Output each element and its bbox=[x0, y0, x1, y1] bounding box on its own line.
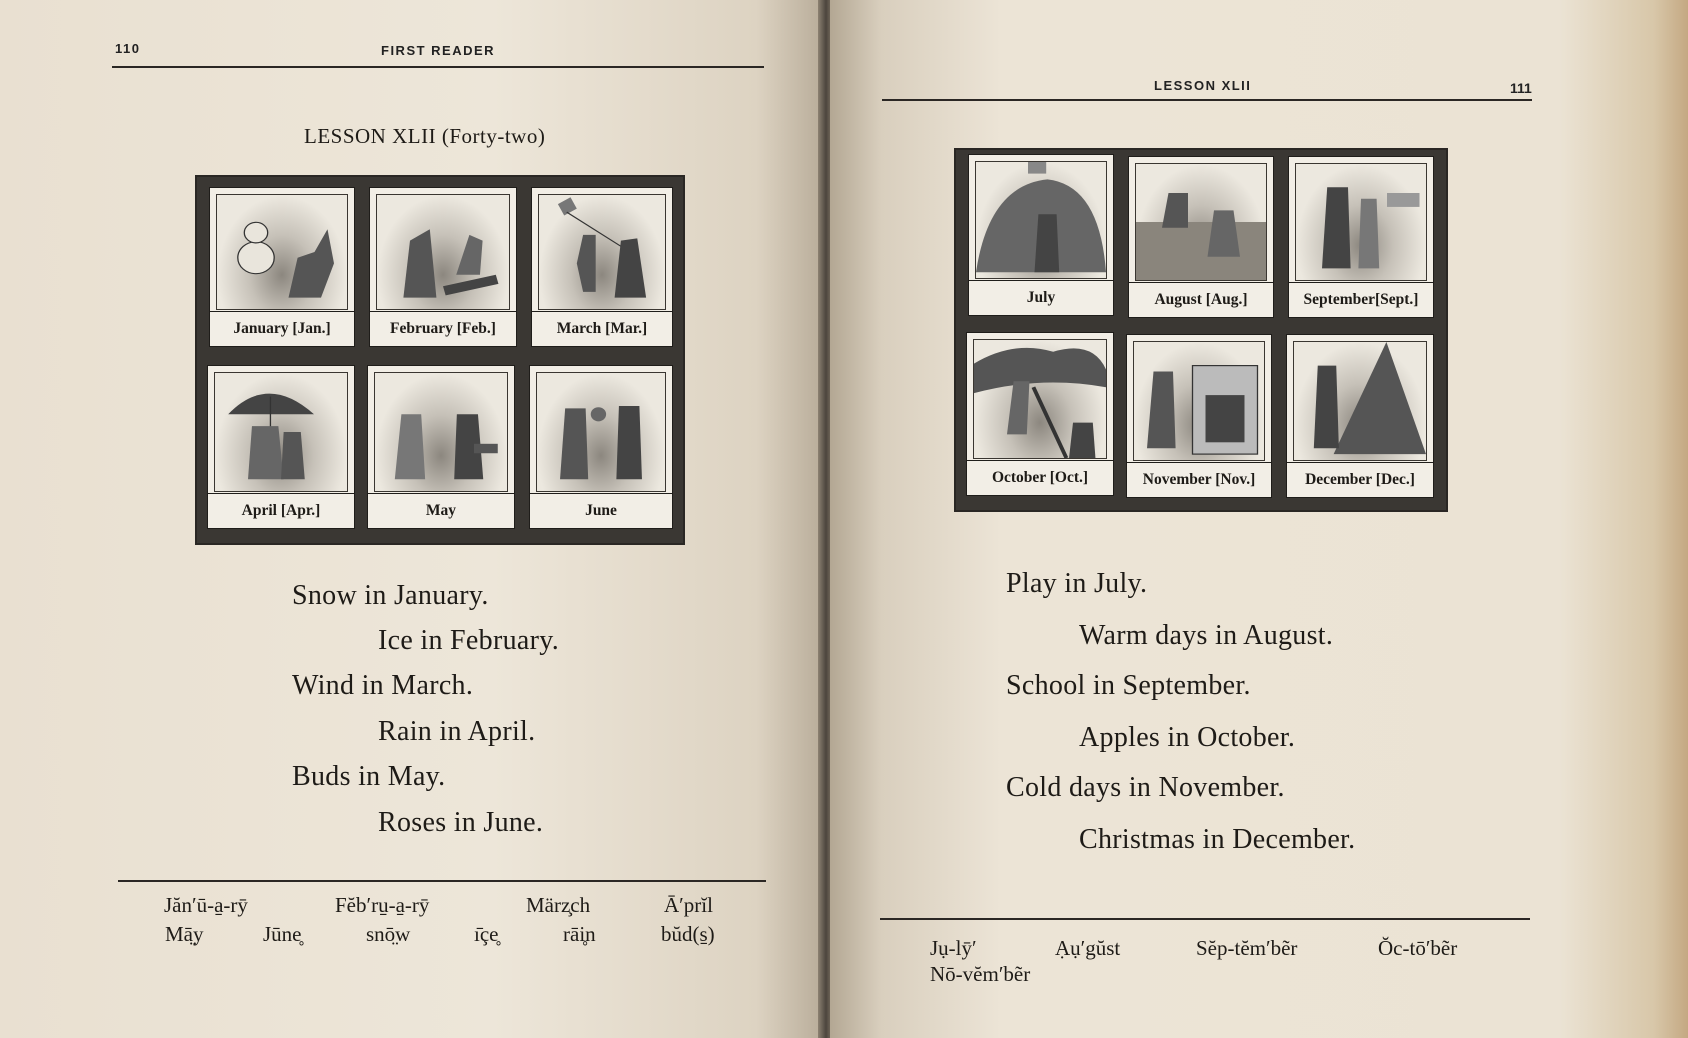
verse-line: Christmas in December. bbox=[1079, 824, 1356, 855]
caption-june: June bbox=[530, 493, 672, 528]
vocab-word: März̧ch bbox=[526, 893, 591, 917]
panel-february bbox=[369, 187, 517, 347]
caption-december: December [Dec.] bbox=[1287, 462, 1433, 497]
right-page bbox=[830, 0, 1688, 1038]
verse-line: Cold days in November. bbox=[1006, 772, 1285, 803]
verse-line: Apples in October. bbox=[1079, 722, 1296, 753]
vocab-word: bŭd(s̱) bbox=[661, 922, 715, 946]
caption-september: September[Sept.] bbox=[1289, 282, 1433, 317]
verse-line: Rain in April. bbox=[378, 716, 536, 747]
running-head-right: LESSON XLII bbox=[1154, 78, 1252, 93]
caption-march: March [Mar.] bbox=[532, 311, 672, 346]
panel-october bbox=[966, 332, 1114, 496]
left-page bbox=[0, 0, 822, 1038]
caption-april: April [Apr.] bbox=[208, 493, 354, 528]
vocab-word: Jūne̥ bbox=[263, 922, 302, 946]
panel-april bbox=[207, 365, 355, 529]
verse-line: Ice in February. bbox=[378, 625, 560, 656]
vocab-word: Fĕb′ru̱-a̱-rȳ bbox=[335, 893, 430, 917]
panel-september bbox=[1288, 156, 1434, 318]
vocab-rule-right bbox=[880, 918, 1530, 920]
verse-line: Roses in June. bbox=[378, 807, 544, 838]
panel-march bbox=[531, 187, 673, 347]
may-flowers-image bbox=[374, 372, 508, 492]
june-roses-image bbox=[536, 372, 666, 492]
vocab-word: Ŏc-tō′bẽr bbox=[1378, 936, 1458, 960]
panel-november bbox=[1126, 334, 1272, 498]
vocab-rule-left bbox=[118, 880, 766, 882]
vocab-word: Nō-vĕm′bẽr bbox=[930, 962, 1031, 986]
caption-november: November [Nov.] bbox=[1127, 462, 1271, 497]
vocab-word: Ạụ′gŭst bbox=[1055, 936, 1121, 960]
vocab-word: snō̤w bbox=[366, 922, 411, 946]
caption-january: January [Jan.] bbox=[210, 311, 354, 346]
october-apple-tree-image bbox=[973, 339, 1107, 459]
caption-july: July bbox=[969, 280, 1113, 315]
panel-august bbox=[1128, 156, 1274, 318]
august-beach-image bbox=[1135, 163, 1267, 281]
april-umbrella-image bbox=[214, 372, 348, 492]
panel-june bbox=[529, 365, 673, 529]
panel-january bbox=[209, 187, 355, 347]
running-head-left: FIRST READER bbox=[381, 43, 496, 58]
vocab-word: Jụ-lȳ′ bbox=[930, 936, 977, 960]
september-school-image bbox=[1295, 163, 1427, 281]
caption-february: February [Feb.] bbox=[370, 311, 516, 346]
vocab-word: Mā̤y bbox=[165, 922, 204, 946]
vocab-word: rāi̥n bbox=[563, 922, 596, 946]
november-fireplace-image bbox=[1133, 341, 1265, 461]
february-sled-image bbox=[376, 194, 510, 310]
header-rule-right bbox=[882, 99, 1532, 101]
panel-december bbox=[1286, 334, 1434, 498]
panel-may bbox=[367, 365, 515, 529]
march-kite-image bbox=[538, 194, 666, 310]
january-snowman-image bbox=[216, 194, 348, 310]
caption-october: October [Oct.] bbox=[967, 460, 1113, 495]
verse-line: Wind in March. bbox=[292, 670, 474, 701]
verse-line: Snow in January. bbox=[292, 580, 489, 611]
july-haystack-flag-image bbox=[975, 161, 1107, 279]
vocab-word: Sĕp-tĕm′bẽr bbox=[1196, 936, 1298, 960]
header-rule-left bbox=[112, 66, 764, 68]
vocab-word: Ā′prĭl bbox=[664, 893, 713, 917]
verse-line: Buds in May. bbox=[292, 761, 446, 792]
months-illustration-jul-dec bbox=[954, 148, 1448, 512]
caption-may: May bbox=[368, 493, 514, 528]
panel-july bbox=[968, 154, 1114, 316]
vocab-word: Jăn′ū-a̱-rȳ bbox=[164, 893, 248, 917]
verse-line: School in September. bbox=[1006, 670, 1251, 701]
months-illustration-jan-jun bbox=[195, 175, 685, 545]
page-number-left: 110 bbox=[115, 41, 141, 56]
verse-line: Play in July. bbox=[1006, 568, 1148, 599]
lesson-title: LESSON XLII (Forty-two) bbox=[304, 124, 546, 148]
page-number-right: 111 bbox=[1510, 80, 1532, 96]
december-christmas-tree-image bbox=[1293, 341, 1427, 461]
verse-line: Warm days in August. bbox=[1079, 620, 1334, 651]
vocab-word: ı̄çe̥ bbox=[474, 922, 499, 946]
caption-august: August [Aug.] bbox=[1129, 282, 1273, 317]
